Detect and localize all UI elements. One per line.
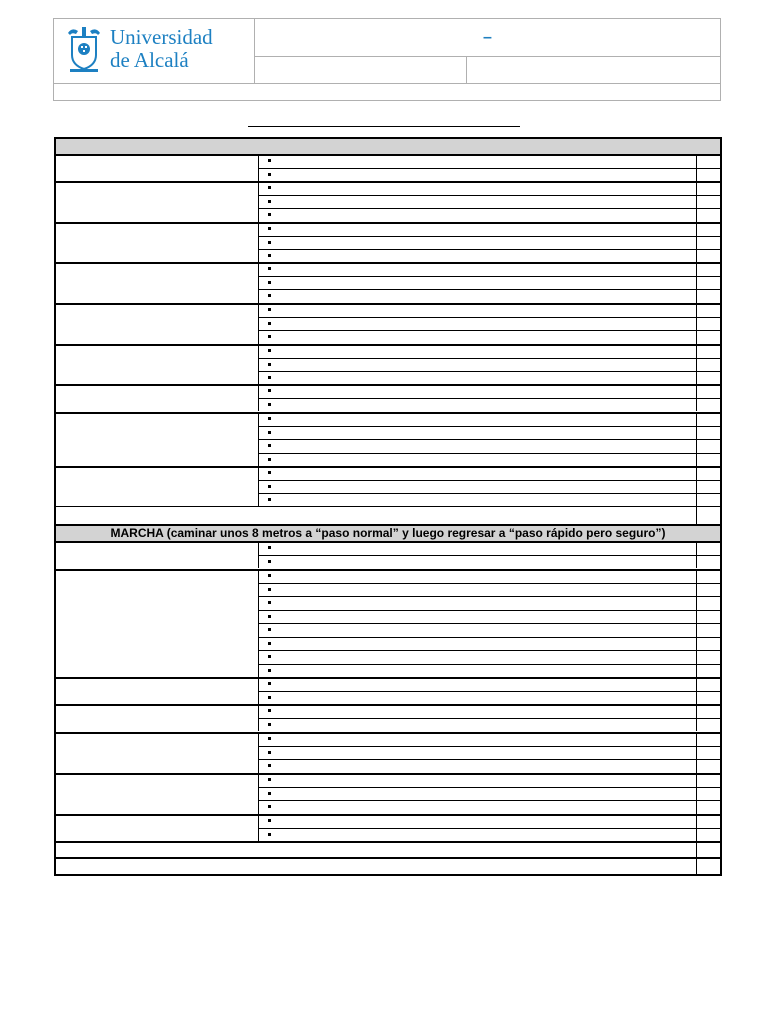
- bullet-marker: [268, 588, 271, 591]
- bullet-marker: [268, 294, 271, 297]
- bullet-marker: [268, 819, 271, 822]
- subrow-divider: [258, 596, 720, 597]
- score-column-divider: [696, 466, 697, 507]
- institution-name-line1: Universidad: [110, 25, 213, 49]
- bullet-marker: [268, 778, 271, 781]
- subrow-divider: [258, 664, 720, 665]
- bullet-marker: [268, 601, 271, 604]
- bullet-marker: [268, 389, 271, 392]
- bullet-marker: [268, 458, 271, 461]
- bullet-marker: [268, 444, 271, 447]
- score-column-divider: [696, 181, 697, 222]
- bullet-marker: [268, 376, 271, 379]
- subrow-divider: [258, 236, 720, 237]
- column-divider: [258, 344, 259, 385]
- subrow-divider: [258, 439, 720, 440]
- subrow-divider: [258, 746, 720, 747]
- score-column-divider: [696, 506, 697, 525]
- group-divider: [56, 677, 720, 679]
- bullet-marker: [268, 655, 271, 658]
- subrow-divider: [258, 691, 720, 692]
- subrow-divider: [258, 828, 720, 829]
- bullet-marker: [268, 485, 271, 488]
- bullet-marker: [268, 723, 271, 726]
- section-divider: [56, 524, 720, 526]
- group-divider: [56, 412, 720, 414]
- group-divider: [56, 732, 720, 734]
- group-divider: [56, 303, 720, 305]
- bullet-marker: [268, 709, 271, 712]
- group-divider: [56, 773, 720, 775]
- subrow-divider: [258, 358, 720, 359]
- column-divider: [258, 181, 259, 222]
- group-divider: [56, 181, 720, 183]
- bullet-marker: [268, 471, 271, 474]
- subrow-divider: [258, 371, 720, 372]
- bullet-marker: [268, 546, 271, 549]
- bullet-marker: [268, 227, 271, 230]
- group-divider: [56, 814, 720, 816]
- score-column-divider: [696, 222, 697, 263]
- section-divider: [56, 541, 720, 543]
- bullet-marker: [268, 322, 271, 325]
- subrow-divider: [258, 426, 720, 427]
- header-subcell-right: [466, 56, 721, 84]
- bullet-marker: [268, 363, 271, 366]
- bullet-marker: [268, 200, 271, 203]
- column-divider: [258, 773, 259, 814]
- subrow-divider: [258, 276, 720, 277]
- subrow-divider: [258, 453, 720, 454]
- group-divider: [56, 344, 720, 346]
- group-divider: [56, 466, 720, 468]
- subrow-divider: [258, 759, 720, 760]
- bullet-marker: [268, 669, 271, 672]
- bullet-marker: [268, 628, 271, 631]
- university-crest-icon: [64, 25, 104, 75]
- bullet-marker: [268, 792, 271, 795]
- subrow-divider: [258, 330, 720, 331]
- bullet-marker: [268, 431, 271, 434]
- subrow-divider: [258, 168, 720, 169]
- bullet-marker: [268, 751, 271, 754]
- title-dash: –: [483, 28, 492, 46]
- subrow-divider: [258, 610, 720, 611]
- row-divider: [56, 506, 720, 507]
- column-divider: [258, 222, 259, 263]
- bullet-marker: [268, 308, 271, 311]
- subrow-divider: [258, 249, 720, 250]
- group-divider: [56, 222, 720, 224]
- header-strip: [53, 83, 721, 101]
- subrow-divider: [258, 718, 720, 719]
- bullet-marker: [268, 254, 271, 257]
- bullet-marker: [268, 682, 271, 685]
- bullet-marker: [268, 642, 271, 645]
- document-header: [53, 18, 721, 101]
- subrow-divider: [258, 208, 720, 209]
- bullet-marker: [268, 764, 271, 767]
- subrow-divider: [258, 493, 720, 494]
- subrow-divider: [258, 787, 720, 788]
- subrow-divider: [258, 583, 720, 584]
- group-divider: [56, 154, 720, 156]
- group-divider: [56, 384, 720, 386]
- form-title-underline: [248, 126, 520, 127]
- bullet-marker: [268, 281, 271, 284]
- score-column-divider: [696, 303, 697, 344]
- subrow-divider: [258, 317, 720, 318]
- bullet-marker: [268, 560, 271, 563]
- bullet-marker: [268, 833, 271, 836]
- header-subcell-left: [254, 56, 467, 84]
- column-divider: [258, 466, 259, 507]
- bullet-marker: [268, 335, 271, 338]
- bullet-marker: [268, 267, 271, 270]
- document-title-cell: [254, 18, 721, 57]
- bullet-marker: [268, 696, 271, 699]
- subrow-divider: [258, 637, 720, 638]
- subrow-divider: [258, 289, 720, 290]
- row-divider: [56, 857, 720, 859]
- subrow-divider: [258, 555, 720, 556]
- score-column-divider: [696, 262, 697, 303]
- row-divider: [56, 841, 720, 843]
- score-column-divider: [696, 732, 697, 773]
- section-title-marcha: MARCHA (caminar unos 8 metros a “paso normal” y luego regresar a “paso rápido pero seguro”): [110, 526, 666, 540]
- subrow-divider: [258, 195, 720, 196]
- subrow-divider: [258, 800, 720, 801]
- section-header-equilibrio: [56, 139, 720, 154]
- bullet-marker: [268, 241, 271, 244]
- subrow-divider: [258, 398, 720, 399]
- subrow-divider: [258, 650, 720, 651]
- group-divider: [56, 262, 720, 264]
- bullet-marker: [268, 159, 271, 162]
- score-column-divider: [696, 773, 697, 814]
- column-divider: [258, 303, 259, 344]
- bullet-marker: [268, 615, 271, 618]
- bullet-marker: [268, 574, 271, 577]
- bullet-marker: [268, 173, 271, 176]
- bullet-marker: [268, 417, 271, 420]
- column-divider: [258, 732, 259, 773]
- score-column-divider: [696, 344, 697, 385]
- bullet-marker: [268, 737, 271, 740]
- bullet-marker: [268, 186, 271, 189]
- assessment-table: [54, 137, 722, 876]
- bullet-marker: [268, 213, 271, 216]
- institution-name-line2: de Alcalá: [110, 48, 189, 72]
- group-divider: [56, 704, 720, 706]
- subrow-divider: [258, 623, 720, 624]
- university-logo: [60, 23, 250, 79]
- bullet-marker: [268, 805, 271, 808]
- subrow-divider: [258, 480, 720, 481]
- bullet-marker: [268, 403, 271, 406]
- logo-cell: [53, 18, 255, 84]
- group-divider: [56, 569, 720, 571]
- bullet-marker: [268, 349, 271, 352]
- column-divider: [258, 262, 259, 303]
- bullet-marker: [268, 498, 271, 501]
